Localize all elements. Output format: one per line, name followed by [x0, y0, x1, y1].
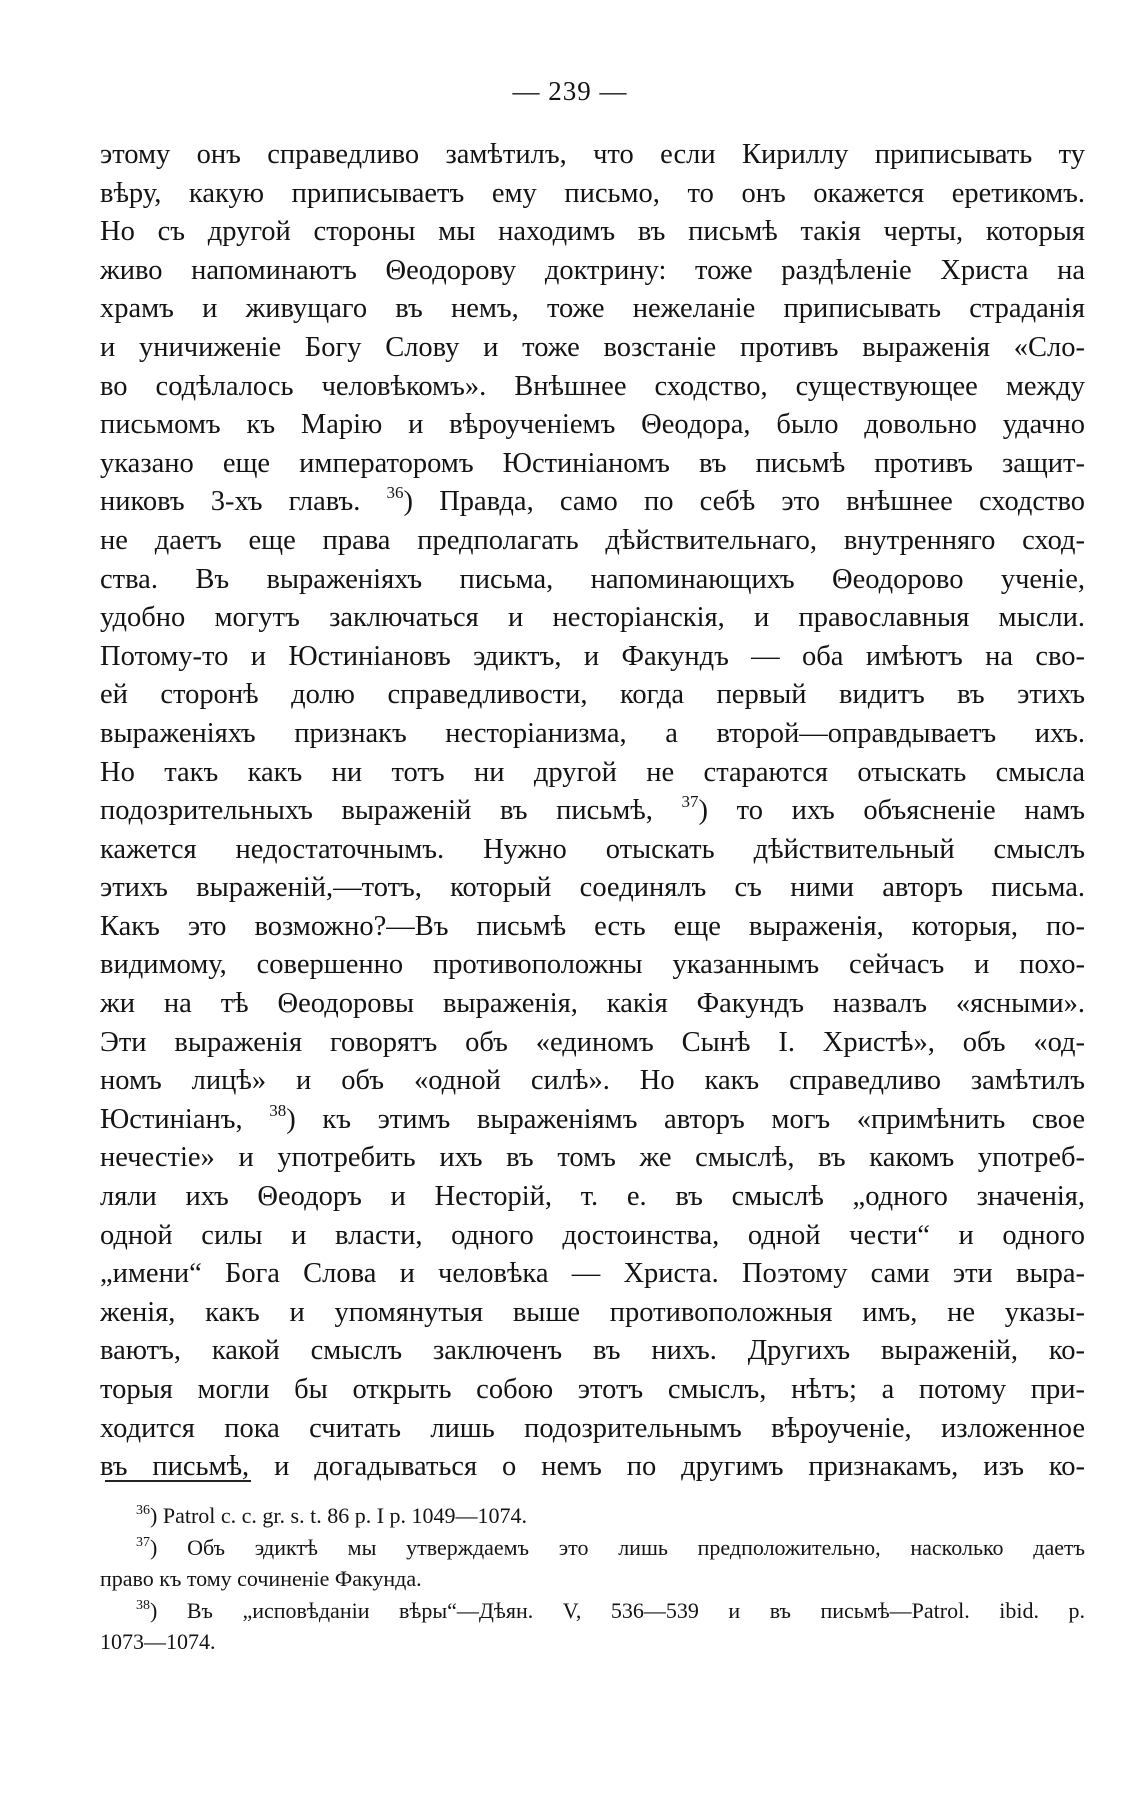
text-line-34: ходится пока считать лишь подозрительнымъ вѣроученіе, изложенное — [100, 1412, 1085, 1444]
text-line-16: выраженіяхъ признакъ несторіанизма, а второй—оправдываетъ ихъ. — [100, 717, 1085, 749]
text-line-12: ства. Въ выраженіяхъ письма, напоминающихъ Θеодорово ученіе, — [100, 563, 1085, 595]
footnote-number: 37 — [136, 1534, 150, 1550]
footnote-text: Объ эдиктѣ мы утверждаемъ это лишь предположительно, насколько даетъ — [187, 1534, 1085, 1560]
text-line-14: Потому-то и Юстиніановъ эдиктъ, и Факундъ — оба имѣютъ на сво- — [100, 640, 1085, 672]
text-line-17: Но такъ какъ ни тотъ ни другой не стараются отыскать смысла — [100, 756, 1085, 788]
text-line-11: не даетъ еще права предполагать дѣйствительнаго, внутренняго сход- — [100, 524, 1085, 556]
text-line-32: ваютъ, какой смыслъ заключенъ въ нихъ. Другихъ выраженій, ко- — [100, 1335, 1085, 1367]
text-line-27: нечестіе» и употребить ихъ въ томъ же смыслѣ, въ какомъ употреб- — [100, 1142, 1085, 1174]
text-line-13: удобно могутъ заключаться и несторіанскія, и православныя мысли. — [100, 602, 1085, 634]
page-number: — 239 — — [512, 76, 628, 106]
footnote-ref-38[interactable]: 38 — [269, 1100, 287, 1120]
text-line-24: Эти выраженія говорятъ объ «единомъ Сынѣ І. Христѣ», объ «од- — [100, 1026, 1085, 1058]
text-segment: никовъ 3-хъ главъ. — [100, 486, 361, 518]
footnotes — [100, 1500, 1085, 1658]
text-segment: подозрительныхъ выраженій въ письмѣ, — [100, 795, 653, 827]
text-line-18: подозрительныхъ выраженій въ письмѣ, $^{37}$) то ихъ объясненіе намъ — [100, 792, 1085, 827]
text-line-35: въ письмѣ, и догадываться о немъ по другимъ признакамъ, изъ ко- — [100, 1451, 1085, 1483]
footnote-38-cont: 1073—1074. — [100, 1629, 216, 1654]
text-line-5: храмъ и живущаго въ немъ, тоже нежеланіе приписывать страданія — [100, 293, 1085, 325]
text-line-7: во содѣлалось человѣкомъ». Внѣшнее сходство, существующее между — [100, 370, 1085, 402]
text-line-23: жи на тѣ Θеодоровы выраженія, какія Факундъ назвалъ «ясными». — [100, 988, 1085, 1020]
text-line-31: женія, какъ и упомянутыя выше противоположныя имъ, не указы- — [100, 1296, 1085, 1328]
footnote-text: Въ „исповѣданіи вѣры“—Дѣян. V, 536—539 и въ письмѣ—Patrol. ibid. p. — [186, 1597, 1085, 1623]
text-segment: Правда, само по себѣ это внѣшнее сходство — [439, 486, 1085, 518]
text-line-8: письмомъ къ Марію и вѣроученіемъ Θеодора, было довольно удачно — [100, 409, 1085, 441]
text-line-4: живо напоминаютъ Θеодорову доктрину: тоже раздѣленіе Христа на — [100, 254, 1085, 286]
text-line-33: торыя могли бы открыть собою этотъ смыслъ, нѣтъ; а потому при- — [100, 1374, 1085, 1405]
text-line-3: Но съ другой стороны мы находимъ въ письмѣ такія черты, которыя — [100, 216, 1085, 248]
text-line-15: ей сторонѣ долю справедливости, когда первый видитъ въ этихъ — [100, 679, 1085, 711]
text-segment: къ этимъ выраженіямъ авторъ могъ «примѣнить свое — [322, 1103, 1085, 1135]
text-line-20: этихъ выраженій,—тотъ, который соединялъ съ ними авторъ письма. — [100, 872, 1085, 904]
footnote-38: $^{38}$) Въ „исповѣданіи вѣры“—Дѣян. V, 536—539 и въ письмѣ—Patrol. ibid. p. — [136, 1597, 1085, 1623]
text-line-26: Юстиніанъ, $^{38}$) къ этимъ выраженіямъ авторъ могъ «примѣнить свое — [100, 1100, 1085, 1135]
text-line-22: видимому, совершенно противоположны указаннымъ сейчасъ и похо- — [100, 949, 1085, 981]
footnote-36: $^{36}$) Patrol c. c. gr. s. t. 86 p. I p. 1049—1074. — [136, 1503, 528, 1528]
text-line-2: вѣру, какую приписываетъ ему письмо, то онъ окажется еретикомъ. — [100, 177, 1085, 209]
text-segment: то ихъ объясненіе намъ — [736, 795, 1085, 827]
footnote-ref-36[interactable]: 36 — [386, 483, 404, 503]
body-text — [100, 136, 1085, 1487]
text-line-28: ляли ихъ Θеодоръ и Несторій, т. е. въ смыслѣ „одного значенія, — [100, 1181, 1085, 1213]
text-line-1: этому онъ справедливо замѣтилъ, что если Кириллу приписывать ту — [100, 139, 1085, 170]
text-segment: Юстиніанъ, — [100, 1103, 243, 1135]
text-line-9: указано еще императоромъ Юстиніаномъ въ письмѣ противъ защит- — [100, 447, 1085, 479]
text-line-6: и уничиженіе Богу Слову и тоже возстаніе противъ выраженія «Сло- — [100, 331, 1085, 363]
text-line-21: Какъ это возможно?—Въ письмѣ есть еще выраженія, которыя, по- — [100, 910, 1085, 942]
text-line-29: одной силы и власти, одного достоинства, одной чести“ и одного — [100, 1219, 1085, 1251]
footnote-number: 36 — [136, 1503, 150, 1518]
footnote-37: $^{37}$) Объ эдиктѣ мы утверждаемъ это лишь предположительно, насколько даетъ — [136, 1534, 1085, 1560]
footnote-number: 38 — [136, 1597, 150, 1613]
footnote-divider — [105, 1480, 251, 1482]
footnote-text: Patrol c. c. gr. s. t. 86 p. I p. 1049—1074. — [162, 1503, 528, 1528]
footnote-37-cont: право къ тому сочиненіе Факунда. — [100, 1566, 422, 1591]
text-line-10: никовъ 3-хъ главъ. $^{36}$) Правда, само по себѣ это внѣшнее сходство — [100, 483, 1085, 518]
text-line-19: кажется недостаточнымъ. Нужно отыскать дѣйствительный смыслъ — [100, 833, 1085, 865]
footnote-ref-37[interactable]: 37 — [681, 792, 699, 812]
text-line-25: номъ лицѣ» и объ «одной силѣ». Но какъ справедливо замѣтилъ — [100, 1065, 1085, 1097]
text-line-30: „имени“ Бога Слова и человѣка — Христа. Поэтому сами эти выра- — [100, 1258, 1085, 1290]
